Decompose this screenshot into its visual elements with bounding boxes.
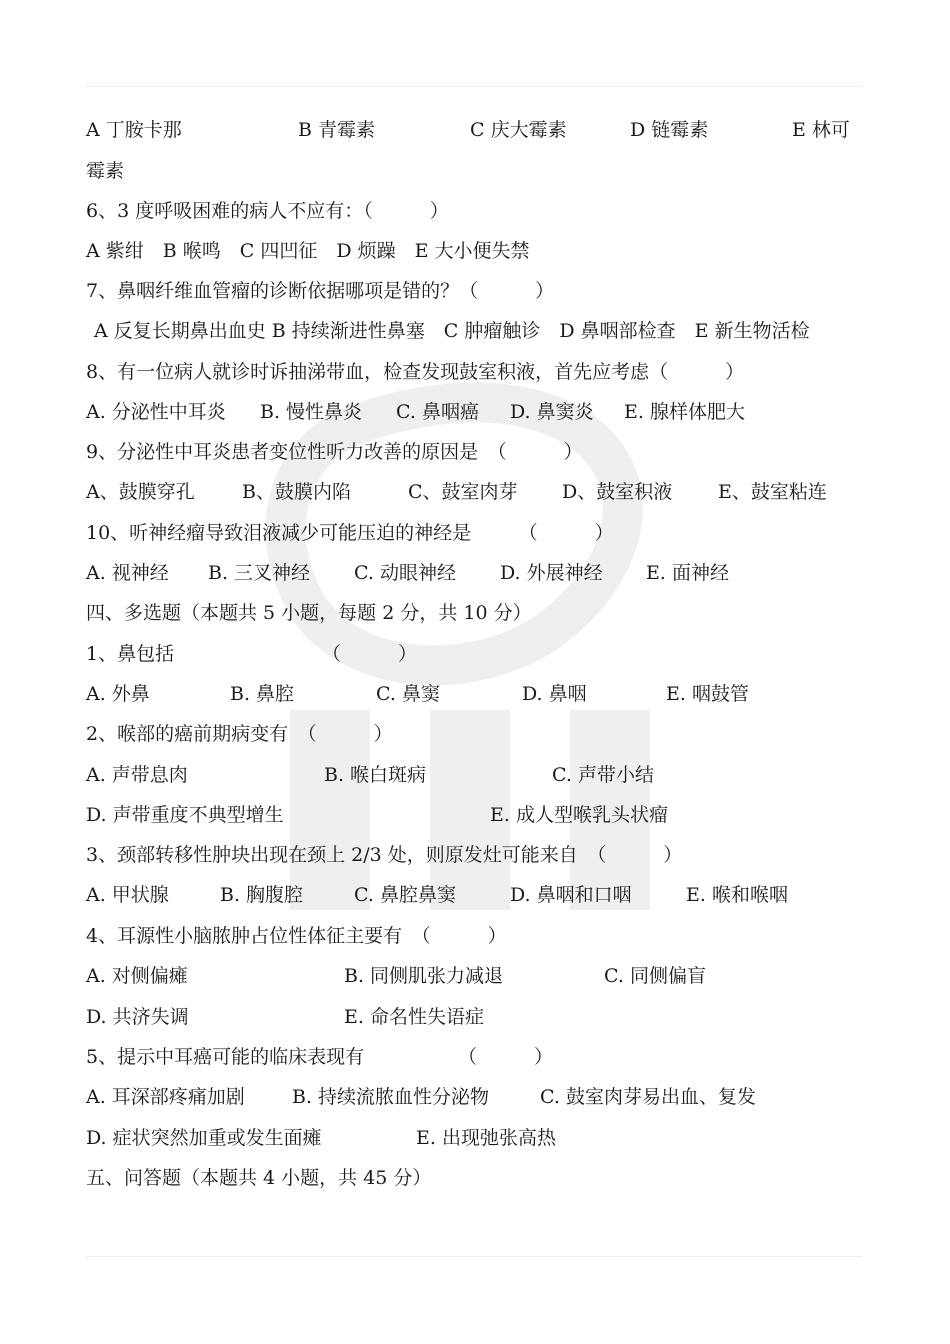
mc1-option-b: B. 鼻腔 [230,683,295,705]
mc3-option-d: D. 鼻咽和口咽 [510,884,632,906]
mc5-option-a: A. 耳深部疼痛加剧 [86,1086,245,1108]
q9-option-d: D、鼓室积液 [562,481,673,503]
mc2-options-row1 [86,755,864,795]
mc-question-2-stem: 2、喉部的癌前期病变有 （ ） [86,723,393,745]
mc3-option-e: E. 喉和喉咽 [686,884,788,906]
question-9-stem: 9、分泌性中耳炎患者变位性听力改善的原因是 （ ） [86,441,583,463]
q10-option-a: A. 视神经 [86,562,169,584]
mc3-options [86,875,864,915]
question-10-options [86,553,864,593]
mc4-option-c: C. 同侧偏盲 [604,965,706,987]
q9-option-a: A、鼓膜穿孔 [86,481,195,503]
mc4-option-d: D. 共济失调 [86,1006,189,1028]
mc1-option-a: A. 外鼻 [86,683,150,705]
mc5-answer-blank: （ ） [458,1046,554,1068]
mc1-stem: 1、鼻包括 [86,643,175,665]
mc2-option-c: C. 声带小结 [552,764,654,786]
q8-option-c: C. 鼻咽癌 [396,401,479,423]
q5-option-c: C 庆大霉素 [470,119,567,141]
mc1-answer-blank: （ ） [322,643,418,665]
q10-option-c: C. 动眼神经 [354,562,456,584]
q9-option-e: E、鼓室粘连 [718,481,827,503]
mc-question-4-stem: 4、耳源性小脑脓肿占位性体征主要有 （ ） [86,925,507,947]
question-8-stem: 8、有一位病人就诊时诉抽涕带血，检查发现鼓室积液，首先应考虑（ ） [86,361,745,383]
q8-option-e: E. 腺样体肥大 [624,401,745,423]
question-10-stem: 10、听神经瘤导致泪液减少可能压迫的神经是 （ ） [86,522,614,544]
mc5-options-row2 [86,1118,864,1158]
mc2-option-b: B. 喉白斑病 [324,764,427,786]
mc4-option-b: B. 同侧肌张力减退 [344,965,504,987]
mc2-option-e: E. 成人型喉乳头状瘤 [490,804,668,826]
q5-option-a: A 丁胺卡那 [86,119,182,141]
q5-option-e-continued: 霉素 [86,160,125,182]
mc3-option-c: C. 鼻腔鼻窦 [354,884,456,906]
mc5-stem: 5、提示中耳癌可能的临床表现有 [86,1046,365,1068]
mc2-options-row2 [86,795,864,835]
mc-question-1 [86,634,864,674]
mc1-option-c: C. 鼻窦 [376,683,440,705]
mc-question-3-stem: 3、颈部转移性肿块出现在颈上 2/3 处，则原发灶可能来自 （ ） [86,844,683,866]
question-9-options [86,472,864,512]
mc4-options-row2 [86,997,864,1037]
question-7-stem: 7、鼻咽纤维血管瘤的诊断依据哪项是错的？（ ） [86,280,555,302]
q10-option-b: B. 三叉神经 [208,562,311,584]
question-8-options [86,392,864,432]
q10-option-e: E. 面神经 [646,562,729,584]
mc2-option-a: A. 声带息肉 [86,764,188,786]
mc5-option-d: D. 症状突然加重或发生面瘫 [86,1127,322,1149]
question-6-stem: 6、3 度呼吸困难的病人不应有：（ ） [86,200,449,222]
question-7-options: A 反复长期鼻出血史 B 持续渐进性鼻塞 C 肿瘤触诊 D 鼻咽部检查 E 新生物活检 [94,320,810,342]
mc5-options-row1 [86,1077,864,1117]
q10-option-d: D. 外展神经 [500,562,603,584]
q8-option-d: D. 鼻窦炎 [510,401,594,423]
mc1-option-d: D. 鼻咽 [522,683,587,705]
footer-rule [86,1256,862,1257]
mc2-option-d: D. 声带重度不典型增生 [86,804,284,826]
section-5-heading: 五、问答题（本题共 4 小题，共 45 分） [86,1167,432,1189]
q5-options [86,110,864,150]
header-rule [86,86,862,87]
mc3-option-a: A. 甲状腺 [86,884,169,906]
q9-option-c: C、鼓室肉芽 [408,481,518,503]
mc5-option-c: C. 鼓室肉芽易出血、复发 [540,1086,756,1108]
mc4-option-a: A. 对侧偏瘫 [86,965,188,987]
mc1-options [86,674,864,714]
q5-option-b: B 青霉素 [298,119,376,141]
q8-option-a: A. 分泌性中耳炎 [86,401,226,423]
mc5-option-b: B. 持续流脓血性分泌物 [292,1086,490,1108]
q9-option-b: B、鼓膜内陷 [242,481,351,503]
mc3-option-b: B. 胸腹腔 [220,884,304,906]
q5-option-e: E 林可 [792,119,850,141]
q5-option-d: D 链霉素 [630,119,709,141]
mc4-options-row1 [86,956,864,996]
section-4-heading: 四、多选题（本题共 5 小题，每题 2 分，共 10 分） [86,602,532,624]
mc4-option-e: E. 命名性失语症 [344,1006,484,1028]
q8-option-b: B. 慢性鼻炎 [260,401,363,423]
mc5-option-e: E. 出现弛张高热 [416,1127,556,1149]
question-6-options: A 紫绀 B 喉鸣 C 四凹征 D 烦躁 E 大小便失禁 [86,240,530,262]
mc1-option-e: E. 咽鼓管 [666,683,749,705]
mc-question-5 [86,1037,864,1077]
